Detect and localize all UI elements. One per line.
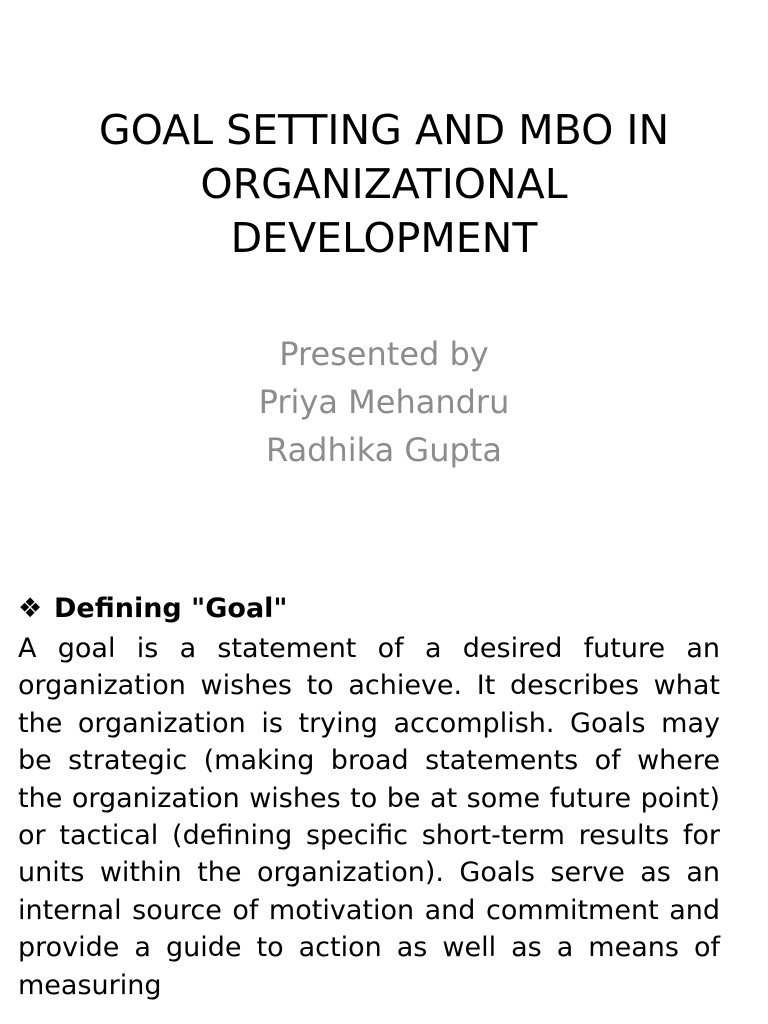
title-line-2: ORGANIZATIONAL xyxy=(200,160,568,208)
presenter-name-2: Radhika Gupta xyxy=(266,431,502,469)
title-line-3: DEVELOPMENT xyxy=(230,214,538,262)
section-body-text: A goal is a statement of a desired future an organization wishes to achieve. It describes what the organization is trying accomplish. Goals may be strategic (making broad statements of where the organization wishes to be at some future point) or tactical (defining specific short-term results for units within the organization). Goals serve as an internal source of motivation and commitment and provide a guide to action as well as a means of measuring xyxy=(18,633,720,1001)
presenter-name-1: Priya Mehandru xyxy=(258,383,510,421)
diamond-bullet-icon: ❖ xyxy=(18,593,43,624)
section-heading-text: Defining "Goal" xyxy=(54,593,288,624)
section-heading xyxy=(18,588,720,630)
presented-by-label: Presented by xyxy=(279,335,489,373)
presenters-block xyxy=(0,330,768,474)
title-line-1: GOAL SETTING AND MBO IN xyxy=(98,106,670,154)
defining-goal-section xyxy=(18,588,720,1004)
slide-title xyxy=(0,103,768,265)
